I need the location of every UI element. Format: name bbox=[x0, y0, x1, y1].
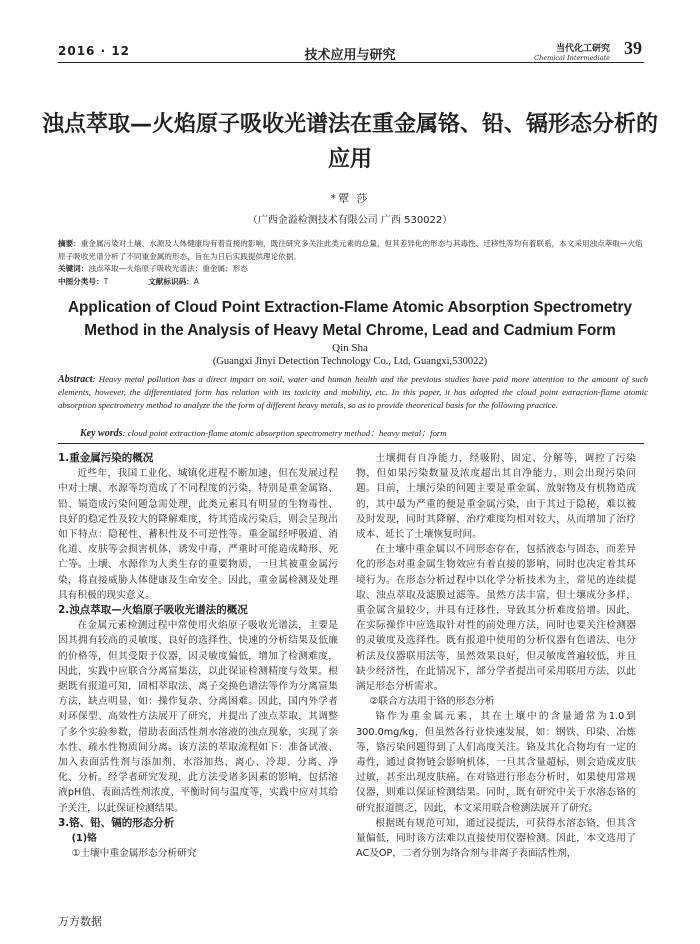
section-2-paragraph: 在金属元素检测过程中常使用火焰原子吸收光谱法，主要是因其拥有较高的灵敏度、良好的选择性、快速的分析结果及低廉的价格等，但其受限于仪器，因灵敏度偏低，增加了检测难度，因此，实践中应联合分离富集法，以此保证检测精度与效果。根据既有报道可知，固相萃取法、离子交换色谱法等作为分离富集方法，缺点明显，如：操作复杂、分离困难。因此，国内外学者对环保型、高效性方法展开了研究，并提出了浊点萃取，其调整了多个实验参数，借助表面活性剂水溶液的浊点现象，实现了亲水性、疏水性物质间分离。该方法的萃取流程如下：准备试液、加入表面活性剂与添加剂、水浴加热、离心、冷却、分离、净化、分析。经学者研究发现，此方法受诸多因素的影响，包括溶液pH值、表面活性剂浓度、平衡时间与温度等，实践中应对其给予关注，以此保证检测结果。 bbox=[58, 620, 338, 814]
english-abstract bbox=[58, 373, 648, 413]
subsection-chromium: (1)铬 bbox=[71, 833, 97, 845]
class-value: T bbox=[103, 276, 109, 286]
english-author: Qin Sha bbox=[332, 342, 368, 354]
english-keywords bbox=[80, 426, 646, 439]
section-2-heading: 2.浊点萃取—火焰原子吸收光谱法的概况 bbox=[58, 604, 248, 617]
doc-code-label: 文献标识码： bbox=[148, 276, 194, 286]
class-label: 中图分类号： bbox=[58, 276, 104, 286]
abstract-label: 摘要： bbox=[58, 239, 81, 248]
section-1-heading: 1.重金属污染的概况 bbox=[58, 452, 154, 464]
affiliation: （广西金溢检测技术有限公司 广西 530022） bbox=[247, 215, 453, 226]
right-item-2: ②联合方法用于铬的形态分析 bbox=[369, 696, 495, 708]
section-1-paragraph: 近些年，我国工业化、城镇化进程不断加速，但在发展过程中对土壤、水源等均造成了不同程度的污染，特别是重金属铬、铅、镉造成污染问题急需处理，此类元素具有明显的生物毒性、良好的稳定性及较大的降解难度，待其造成污染后，则会呈现出如下特点：隐秘性、蓄积性及不可逆性等。重金属经呼吸道、消化道、皮肤等会损害机体，诱发中毒，严重时可能造成畸形、死亡等。土壤、水源作为人类生存的重要物质，一旦其被重金属污染，将直接威胁人体健康及生命安全。因此，重金属检测及处理具有积极的现实意义。 bbox=[58, 468, 338, 601]
journal-name-cn: 当代化工研究 bbox=[555, 44, 610, 54]
right-paragraph-1: 土壤拥有自净能力，经吸附、固定、分解等，调控了污染物，但如果污染数量及浓度超出其自净能力，则会出现污染问题。目前，土壤污染的问题主要是重金属、放射物及有机物造成的，其中最为严重的便是重金属污染，由于其过于隐秘，难以被及时发现，同时其降解、治疗难度均相对较大，从而增加了治疗成本、延长了土壤恢复时间。 bbox=[356, 453, 636, 541]
page-number: 39 bbox=[624, 38, 642, 58]
doc-code-value: A bbox=[193, 276, 199, 286]
english-affiliation: (Guangxi Jinyi Detection Technology Co., Ltd, Guangxi,530022) bbox=[212, 356, 488, 367]
footer-watermark: 万方数据 bbox=[58, 915, 102, 928]
english-keywords-text: : cloud point extraction-flame atomic absorption spectrometry method；heavy metal；form bbox=[122, 428, 447, 438]
section-label: 技术应用与研究 bbox=[304, 48, 396, 63]
journal-name-en: Chemical Intermediate bbox=[534, 54, 610, 62]
english-title: Application of Cloud Point Extraction-Flame Atomic Absorption Spectrometry Method in the Analysis of Heavy Metal Chrome, Lead and Cadmium Form bbox=[67, 299, 633, 339]
journal-name bbox=[534, 41, 610, 62]
keywords-label: 关键词： bbox=[58, 264, 89, 273]
header-rule bbox=[58, 62, 644, 63]
right-paragraph-2: 在土壤中重金属以不同形态存在，包括液态与固态，而差异化的形态对重金属生物效应有着直接的影响，同时也决定着其环境行为。在形态分析过程中以化学分析技术为主，常见的连续提取、浊点萃取及滤膜过滤等。虽然方法丰富，但土壤成分多样，重金属含量较少，并具有迁移性，导致其分析难度倍增。因此，在实际操作中应选取针对性的前处理方法，同时也要关注检测器的灵敏度及选择性。既有报道中使用的分析仪器有色谱法、电分析法及仪器联用法等，虽然效果良好，但灵敏度普遍较低，并且缺少经济性，在此情况下，部分学者提出可采用联用方法，以此满足形态分析需求。 bbox=[356, 544, 636, 693]
author: *覃 莎 bbox=[330, 192, 370, 205]
right-column bbox=[356, 451, 636, 861]
chinese-abstract bbox=[58, 238, 646, 288]
subsection-item-1: ①土壤中重金属形态分析研究 bbox=[71, 848, 197, 860]
paper-title: 浊点萃取—火焰原子吸收光谱法在重金属铬、铅、镉形态分析的应用 bbox=[41, 112, 658, 172]
left-column bbox=[58, 451, 338, 861]
section-3-heading: 3.铬、铅、镉的形态分析 bbox=[58, 816, 175, 829]
issue-label: 2016 · 12 bbox=[58, 44, 131, 58]
right-paragraph-4: 根据既有规范可知，通过浸提法，可获得水溶态铬，但其含量偏低，同时该方法难以直接使用仪器检测。因此，本文选用了AC及OP，二者分别为络合剂与非离子表面活性剂， bbox=[356, 817, 636, 860]
abstract-divider bbox=[58, 443, 644, 444]
keywords-text: 浊点萃取—火焰原子吸收光谱法；重金属；形态 bbox=[88, 264, 248, 273]
abstract-text: 重金属污染对土壤、水源及人体健康均有着直接的影响，既往研究多关注此类元素的总量，但其差异化的形态与其毒性、迁移性等均有着联系，本文采用浊点萃取—火焰原子吸收光谱分析了不同重金属的形态，旨在为日后实践提供理论依据。 bbox=[58, 239, 643, 261]
english-keywords-label: Key words bbox=[80, 428, 123, 439]
english-abstract-text: : Heavy metal pollution has a direct impact on soil, water and human health and the previous studies have paid more attention to the amount of such elements, however, the differentiated form has relation with its toxicity and mobility, etc. In this paper, it has adopted the cloud point extraction-flame atomic absorption spectrometry method to analyze the the form of different heavy metals, so as to provide theoretical basis for the following practice. bbox=[58, 374, 648, 411]
right-paragraph-3: 铬作为重金属元素，其在土壤中的含量通常为1.0到300.0mg/kg，但虽然各行业快速发展，如：钢铁、印染、冶炼等，铬污染问题得到了人们高度关注。铬及其化合物均有一定的毒性，通过食物链会影响机体，一旦其含量超标，则会造成皮肤过敏，甚至出现皮肤癌。在对铬进行形态分析时，如果使用常规仪器，则难以保证检测结果。同时，既有研究中关于水溶态铬的研究报道匮乏，因此，本文采用联合检测法展开了研究。 bbox=[356, 711, 636, 814]
english-abstract-label: Abstract bbox=[58, 374, 93, 385]
